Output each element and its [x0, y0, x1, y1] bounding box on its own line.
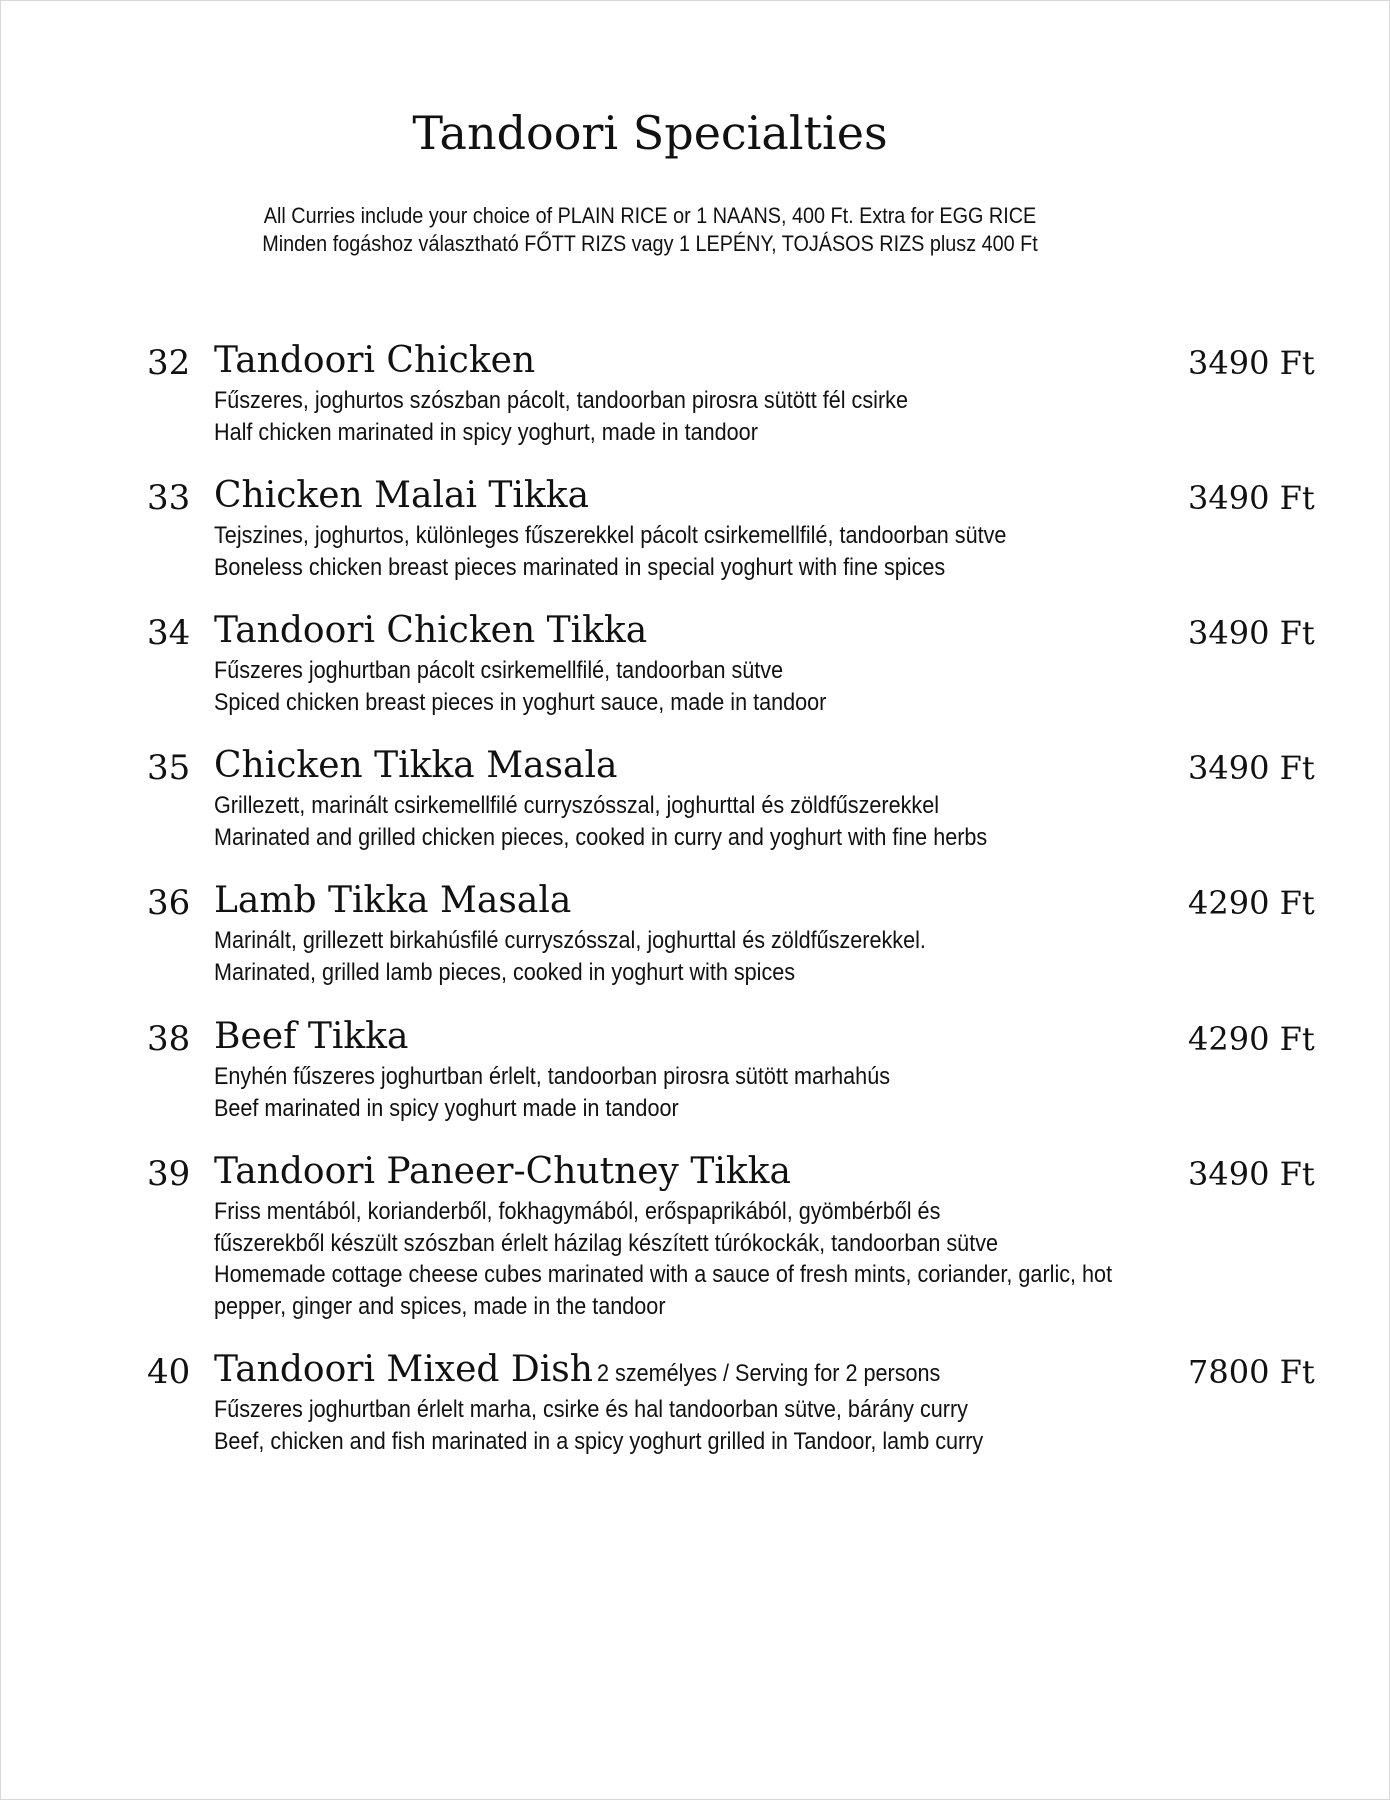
item-description-line: Marinated, grilled lamb pieces, cooked in yoghurt with spices — [214, 958, 796, 986]
item-description-line: Homemade cottage cheese cubes marinated with a sauce of fresh mints, coriander, garlic, hot — [214, 1261, 1113, 1288]
item-number: 33 — [147, 478, 191, 518]
item-description — [214, 1196, 1114, 1322]
item-number: 40 — [147, 1352, 191, 1392]
item-description-line: Fűszeres, joghurtos szószban pácolt, tandoorban pirosra sütött fél csirke — [214, 387, 908, 414]
item-price: 3490 Ft — [1188, 344, 1315, 382]
item-description — [214, 655, 1114, 718]
item-description-line: Fűszeres joghurtban érlelt marha, csirke és hal tandoorban sütve, bárány curry — [214, 1396, 968, 1423]
item-number: 38 — [147, 1019, 191, 1059]
item-name-text: Chicken Malai Tikka — [214, 475, 590, 516]
item-name-text: Tandoori Paneer-Chutney Tikka — [214, 1151, 791, 1192]
item-description-line: Marinated and grilled chicken pieces, cooked in curry and yoghurt with fine herbs — [214, 823, 988, 851]
item-name — [214, 341, 535, 381]
item-description-line: pepper, ginger and spices, made in the tandoor — [214, 1292, 666, 1320]
item-name — [214, 1017, 408, 1057]
item-description — [214, 790, 1114, 853]
item-description-line: fűszerekből készült szószban érlelt házilag készített túrókockák, tandoorban sütve — [214, 1229, 999, 1257]
item-description-line: Beef marinated in spicy yoghurt made in tandoor — [214, 1094, 679, 1122]
item-number: 34 — [147, 613, 191, 653]
item-name-text: Lamb Tikka Masala — [214, 880, 572, 921]
item-name-text: Tandoori Chicken — [214, 340, 536, 381]
menu-note — [65, 202, 1235, 258]
item-description-line: Beef, chicken and fish marinated in a spicy yoghurt grilled in Tandoor, lamb curry — [214, 1427, 984, 1455]
item-description — [214, 1061, 1114, 1124]
item-description-line: Friss mentából, korianderből, fokhagymából, erőspaprikából, gyömbérből és — [214, 1198, 941, 1225]
item-description-line: Half chicken marinated in spicy yoghurt, made in tandoor — [214, 418, 758, 446]
item-description-line: Fűszeres joghurtban pácolt csirkemellfilé, tandoorban sütve — [214, 657, 784, 684]
item-price: 4290 Ft — [1188, 884, 1315, 922]
menu-note-english: All Curries include your choice of PLAIN RICE or 1 NAANS, 400 Ft. Extra for EGG RICE — [263, 203, 1037, 228]
item-name — [214, 611, 647, 651]
item-name-text: Tandoori Mixed Dish — [214, 1349, 593, 1390]
item-price: 4290 Ft — [1188, 1020, 1315, 1058]
item-price: 7800 Ft — [1188, 1353, 1315, 1391]
item-name-text: Beef Tikka — [214, 1016, 409, 1057]
item-description-line: Marinált, grillezett birkahúsfilé curryszósszal, joghurttal és zöldfűszerekkel. — [214, 927, 926, 954]
item-name — [214, 1152, 791, 1192]
item-name — [214, 881, 571, 921]
item-description-line: Tejszines, joghurtos, különleges fűszerekkel pácolt csirkemellfilé, tandoorban sütve — [214, 522, 1007, 549]
item-price: 3490 Ft — [1188, 749, 1315, 787]
item-number: 36 — [147, 883, 191, 923]
item-description-line: Grillezett, marinált csirkemellfilé curryszósszal, joghurttal és zöldfűszerekkel — [214, 792, 940, 819]
item-name — [214, 746, 617, 786]
item-name-text: Tandoori Chicken Tikka — [214, 610, 648, 651]
item-number: 39 — [147, 1154, 191, 1194]
item-price: 3490 Ft — [1188, 614, 1315, 652]
item-description-line: Enyhén fűszeres joghurtban érlelt, tandoorban pirosra sütött marhahús — [214, 1063, 891, 1090]
item-name — [214, 476, 589, 516]
item-description — [214, 925, 1114, 988]
item-description — [214, 520, 1114, 583]
item-name-text: Chicken Tikka Masala — [214, 745, 618, 786]
item-description-line: Spiced chicken breast pieces in yoghurt sauce, made in tandoor — [214, 688, 827, 716]
item-name — [214, 1350, 978, 1394]
serving-note: 2 személyes / Serving for 2 persons — [596, 1360, 941, 1387]
item-price: 3490 Ft — [1188, 479, 1315, 517]
item-description-line: Boneless chicken breast pieces marinated in special yoghurt with fine spices — [214, 553, 946, 581]
item-number: 32 — [147, 343, 191, 383]
item-price: 3490 Ft — [1188, 1155, 1315, 1193]
menu-note-hungarian: Minden fogáshoz választható FŐTT RIZS vagy 1 LEPÉNY, TOJÁSOS RIZS plusz 400 Ft — [262, 231, 1038, 256]
item-description — [214, 1394, 1114, 1457]
item-description — [214, 385, 1114, 448]
page-title: Tandoori Specialties — [412, 106, 888, 160]
item-number: 35 — [147, 748, 191, 788]
